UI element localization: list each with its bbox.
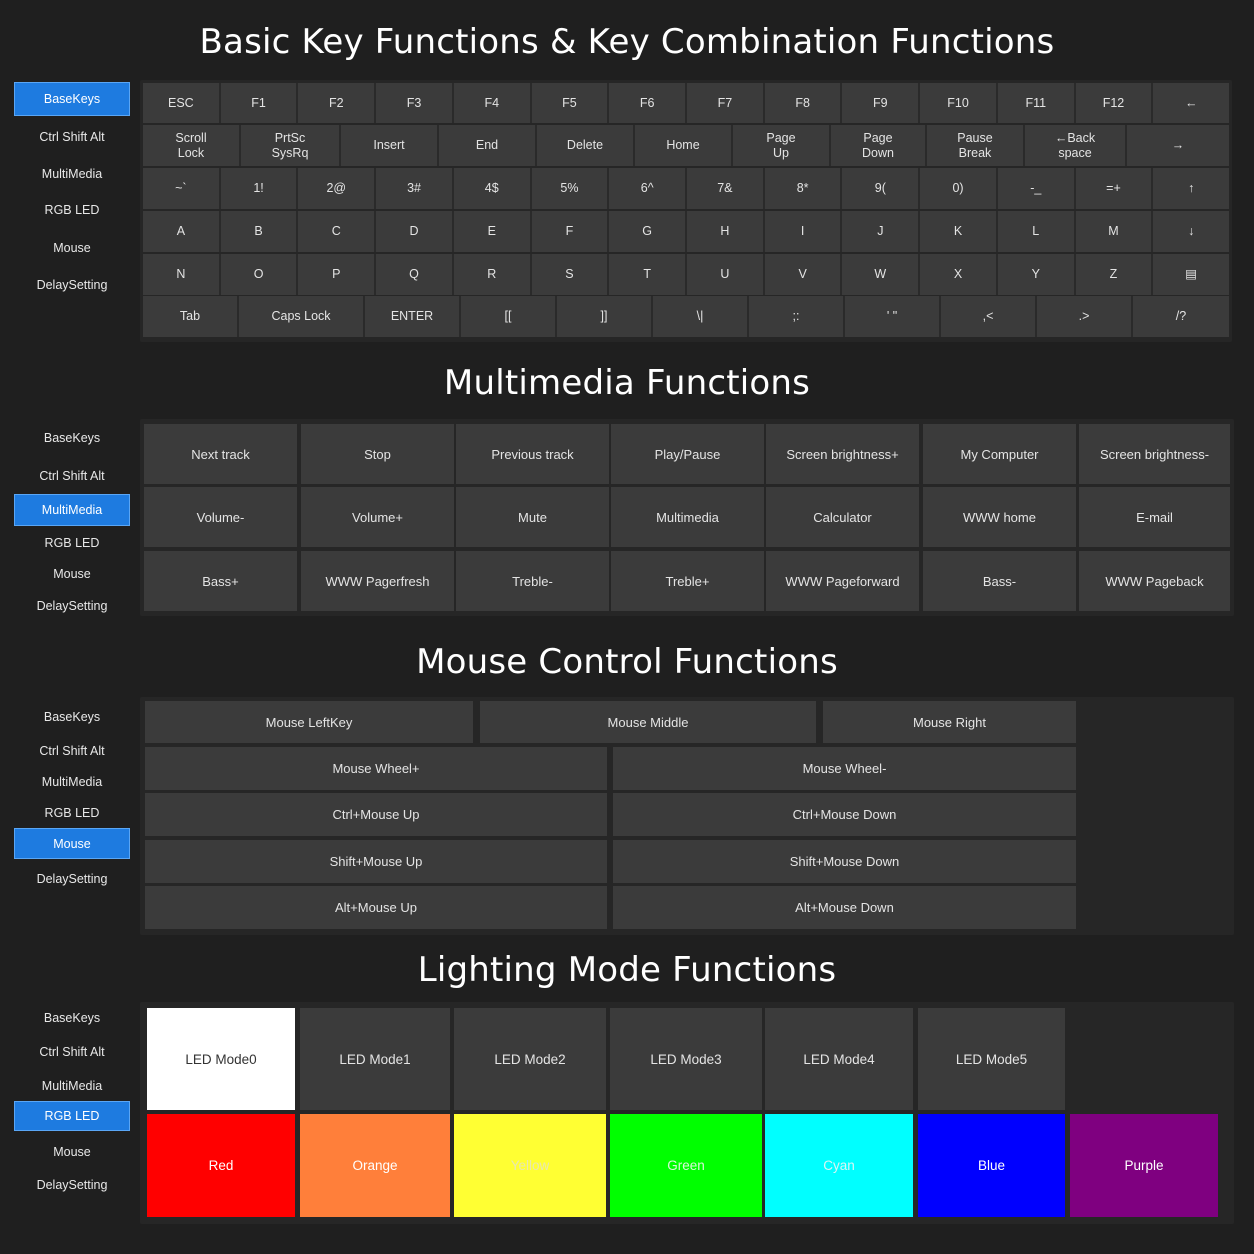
key-0[interactable]: 0) (920, 168, 998, 209)
sidebar-item-ctrl-shift-alt[interactable]: Ctrl Shift Alt (39, 744, 105, 758)
mouse-right-button[interactable]: Mouse Right (823, 701, 1076, 743)
multimedia-www-home-button[interactable]: WWW home (923, 487, 1076, 547)
key-f7[interactable]: F7 (687, 83, 765, 123)
key-q[interactable]: Q (376, 254, 454, 295)
key-delete[interactable]: Delete (537, 125, 635, 166)
key-i[interactable]: I (765, 211, 843, 252)
key-n[interactable]: N (143, 254, 221, 295)
keyboard-row (143, 83, 1229, 123)
key-k[interactable]: K (920, 211, 998, 252)
basic-keys-title: Basic Key Functions & Key Combination Functions (199, 22, 1055, 62)
keyboard-row (143, 296, 1229, 337)
key-2[interactable]: 2@ (298, 168, 376, 209)
led-mode-5-button[interactable]: LED Mode5 (918, 1008, 1065, 1110)
color-purple-swatch[interactable]: Purple (1070, 1114, 1218, 1217)
key-back-space[interactable]: ←Back space (1025, 125, 1127, 166)
multimedia-previous-track-button[interactable]: Previous track (456, 424, 609, 484)
led-mode-3-button[interactable]: LED Mode3 (610, 1008, 762, 1110)
sidebar-item-rgb-led[interactable]: RGB LED (14, 1101, 130, 1131)
multimedia-stop-button[interactable]: Stop (301, 424, 454, 484)
key-page-up[interactable]: Page Up (733, 125, 831, 166)
key-end[interactable]: End (439, 125, 537, 166)
key-key[interactable]: /? (1133, 296, 1229, 337)
key-g[interactable]: G (609, 211, 687, 252)
lighting-title: Lighting Mode Functions (417, 950, 837, 990)
key-b[interactable]: B (221, 211, 299, 252)
key-a[interactable]: A (143, 211, 221, 252)
keyboard-row (143, 168, 1229, 209)
key-key[interactable]: ↓ (1153, 211, 1229, 252)
key-prtsc-sysrq[interactable]: PrtSc SysRq (241, 125, 341, 166)
multimedia-bass-button[interactable]: Bass- (923, 551, 1076, 611)
key-9[interactable]: 9( (842, 168, 920, 209)
sidebar-item-mouse[interactable]: Mouse (14, 828, 130, 859)
alt-mouse-up-button[interactable]: Alt+Mouse Up (145, 886, 607, 929)
mouse-wheel-button[interactable]: Mouse Wheel- (613, 747, 1076, 790)
key-t[interactable]: T (609, 254, 687, 295)
shift-mouse-up-button[interactable]: Shift+Mouse Up (145, 840, 607, 883)
ctrl-mouse-up-button[interactable]: Ctrl+Mouse Up (145, 793, 607, 836)
mouse-wheel-button[interactable]: Mouse Wheel+ (145, 747, 607, 790)
multimedia-panel (140, 419, 1234, 616)
key-key[interactable]: ;: (749, 296, 845, 337)
key-u[interactable]: U (687, 254, 765, 295)
key-3[interactable]: 3# (376, 168, 454, 209)
multimedia-bass-button[interactable]: Bass+ (144, 551, 297, 611)
multimedia-volume-button[interactable]: Volume- (144, 487, 297, 547)
sidebar-item-basekeys[interactable]: BaseKeys (14, 82, 130, 116)
key-6[interactable]: 6^ (609, 168, 687, 209)
key-key[interactable]: ' " (845, 296, 941, 337)
multimedia-treble-button[interactable]: Treble+ (611, 551, 764, 611)
multimedia-mute-button[interactable]: Mute (456, 487, 609, 547)
key-l[interactable]: L (998, 211, 1076, 252)
key-1[interactable]: 1! (221, 168, 299, 209)
color-blue-swatch[interactable]: Blue (918, 1114, 1065, 1217)
key-f1[interactable]: F1 (221, 83, 299, 123)
key-tab[interactable]: Tab (143, 296, 239, 337)
multimedia-next-track-button[interactable]: Next track (144, 424, 297, 484)
sidebar-item-delaysetting[interactable]: DelaySetting (36, 599, 108, 613)
key-f11[interactable]: F11 (998, 83, 1076, 123)
shift-mouse-down-button[interactable]: Shift+Mouse Down (613, 840, 1076, 883)
multimedia-www-pageback-button[interactable]: WWW Pageback (1079, 551, 1230, 611)
sidebar-item-basekeys[interactable]: BaseKeys (43, 431, 101, 445)
key-key[interactable]: ← (1153, 83, 1229, 123)
multimedia-treble-button[interactable]: Treble- (456, 551, 609, 611)
key-key[interactable]: ,< (941, 296, 1037, 337)
color-orange-swatch[interactable]: Orange (300, 1114, 450, 1217)
mouse-middle-button[interactable]: Mouse Middle (480, 701, 816, 743)
key-f2[interactable]: F2 (298, 83, 376, 123)
key-key[interactable]: -_ (998, 168, 1076, 209)
color-green-swatch[interactable]: Green (610, 1114, 762, 1217)
key-x[interactable]: X (920, 254, 998, 295)
key-home[interactable]: Home (635, 125, 733, 166)
lighting-panel (140, 1002, 1234, 1224)
key-key[interactable]: .> (1037, 296, 1133, 337)
key-v[interactable]: V (765, 254, 843, 295)
key-enter[interactable]: ENTER (365, 296, 461, 337)
multimedia-screen-brightness-button[interactable]: Screen brightness- (1079, 424, 1230, 484)
multimedia-www-pageforward-button[interactable]: WWW Pageforward (766, 551, 919, 611)
key-key[interactable]: ]] (557, 296, 653, 337)
key-page-down[interactable]: Page Down (831, 125, 927, 166)
sidebar-item-mouse[interactable]: Mouse (53, 241, 91, 255)
key-pause-break[interactable]: Pause Break (927, 125, 1025, 166)
sidebar-item-ctrl-shift-alt[interactable]: Ctrl Shift Alt (39, 469, 105, 483)
key-r[interactable]: R (454, 254, 532, 295)
sidebar-item-basekeys[interactable]: BaseKeys (43, 710, 101, 724)
sidebar-item-mouse[interactable]: Mouse (53, 1145, 91, 1159)
multimedia-screen-brightness-button[interactable]: Screen brightness+ (766, 424, 919, 484)
key-key[interactable]: ↑ (1153, 168, 1229, 209)
led-mode-1-button[interactable]: LED Mode1 (300, 1008, 450, 1110)
key-y[interactable]: Y (998, 254, 1076, 295)
color-cyan-swatch[interactable]: Cyan (765, 1114, 913, 1217)
key-h[interactable]: H (687, 211, 765, 252)
sidebar-item-multimedia[interactable]: MultiMedia (41, 1079, 103, 1093)
key-s[interactable]: S (532, 254, 610, 295)
key-esc[interactable]: ESC (143, 83, 221, 123)
key-c[interactable]: C (298, 211, 376, 252)
sidebar-item-delaysetting[interactable]: DelaySetting (36, 278, 108, 292)
multimedia-www-pagerfresh-button[interactable]: WWW Pagerfresh (301, 551, 454, 611)
key-key[interactable]: [[ (461, 296, 557, 337)
mouse-panel (140, 697, 1234, 935)
key-key[interactable]: ~` (143, 168, 221, 209)
led-mode-4-button[interactable]: LED Mode4 (765, 1008, 913, 1110)
key-j[interactable]: J (842, 211, 920, 252)
key-key[interactable]: \| (653, 296, 749, 337)
multimedia-multimedia-button[interactable]: Multimedia (611, 487, 764, 547)
multimedia-e-mail-button[interactable]: E-mail (1079, 487, 1230, 547)
sidebar-item-rgb-led[interactable]: RGB LED (44, 203, 100, 217)
mouse-leftkey-button[interactable]: Mouse LeftKey (145, 701, 473, 743)
sidebar-item-ctrl-shift-alt[interactable]: Ctrl Shift Alt (39, 130, 105, 144)
key-m[interactable]: M (1076, 211, 1154, 252)
key-f4[interactable]: F4 (454, 83, 532, 123)
multimedia-calculator-button[interactable]: Calculator (766, 487, 919, 547)
keyboard-panel (140, 80, 1232, 342)
key-5[interactable]: 5% (532, 168, 610, 209)
key-f5[interactable]: F5 (532, 83, 610, 123)
led-mode-0-button[interactable]: LED Mode0 (147, 1008, 295, 1110)
key-o[interactable]: O (221, 254, 299, 295)
alt-mouse-down-button[interactable]: Alt+Mouse Down (613, 886, 1076, 929)
key-d[interactable]: D (376, 211, 454, 252)
sidebar-item-multimedia[interactable]: MultiMedia (41, 167, 103, 181)
sidebar-item-delaysetting[interactable]: DelaySetting (36, 872, 108, 886)
keyboard-row (143, 254, 1229, 295)
multimedia-my-computer-button[interactable]: My Computer (923, 424, 1076, 484)
key-key[interactable]: ▤ (1153, 254, 1229, 295)
sidebar-item-delaysetting[interactable]: DelaySetting (36, 1178, 108, 1192)
key-z[interactable]: Z (1076, 254, 1154, 295)
ctrl-mouse-down-button[interactable]: Ctrl+Mouse Down (613, 793, 1076, 836)
multimedia-volume-button[interactable]: Volume+ (301, 487, 454, 547)
key-scroll-lock[interactable]: Scroll Lock (143, 125, 241, 166)
led-mode-2-button[interactable]: LED Mode2 (454, 1008, 606, 1110)
key-4[interactable]: 4$ (454, 168, 532, 209)
key-key[interactable]: =+ (1076, 168, 1154, 209)
key-w[interactable]: W (842, 254, 920, 295)
color-yellow-swatch[interactable]: Yellow (454, 1114, 606, 1217)
key-f[interactable]: F (532, 211, 610, 252)
sidebar-item-mouse[interactable]: Mouse (53, 567, 91, 581)
key-e[interactable]: E (454, 211, 532, 252)
key-key[interactable]: → (1127, 125, 1229, 166)
mouse-title: Mouse Control Functions (416, 642, 838, 682)
key-p[interactable]: P (298, 254, 376, 295)
sidebar-item-basekeys[interactable]: BaseKeys (43, 1011, 101, 1025)
key-caps-lock[interactable]: Caps Lock (239, 296, 365, 337)
key-8[interactable]: 8* (765, 168, 843, 209)
keyboard-row (143, 211, 1229, 252)
key-f9[interactable]: F9 (842, 83, 920, 123)
sidebar-item-ctrl-shift-alt[interactable]: Ctrl Shift Alt (39, 1045, 105, 1059)
color-red-swatch[interactable]: Red (147, 1114, 295, 1217)
key-7[interactable]: 7& (687, 168, 765, 209)
key-f12[interactable]: F12 (1076, 83, 1154, 123)
sidebar-item-rgb-led[interactable]: RGB LED (44, 536, 100, 550)
key-f8[interactable]: F8 (765, 83, 843, 123)
key-f10[interactable]: F10 (920, 83, 998, 123)
multimedia-play-pause-button[interactable]: Play/Pause (611, 424, 764, 484)
sidebar-item-multimedia[interactable]: MultiMedia (41, 775, 103, 789)
keyboard-row (143, 125, 1229, 166)
multimedia-title: Multimedia Functions (443, 363, 811, 403)
key-insert[interactable]: Insert (341, 125, 439, 166)
key-f3[interactable]: F3 (376, 83, 454, 123)
sidebar-item-rgb-led[interactable]: RGB LED (44, 806, 100, 820)
sidebar-item-multimedia[interactable]: MultiMedia (14, 494, 130, 526)
key-f6[interactable]: F6 (609, 83, 687, 123)
